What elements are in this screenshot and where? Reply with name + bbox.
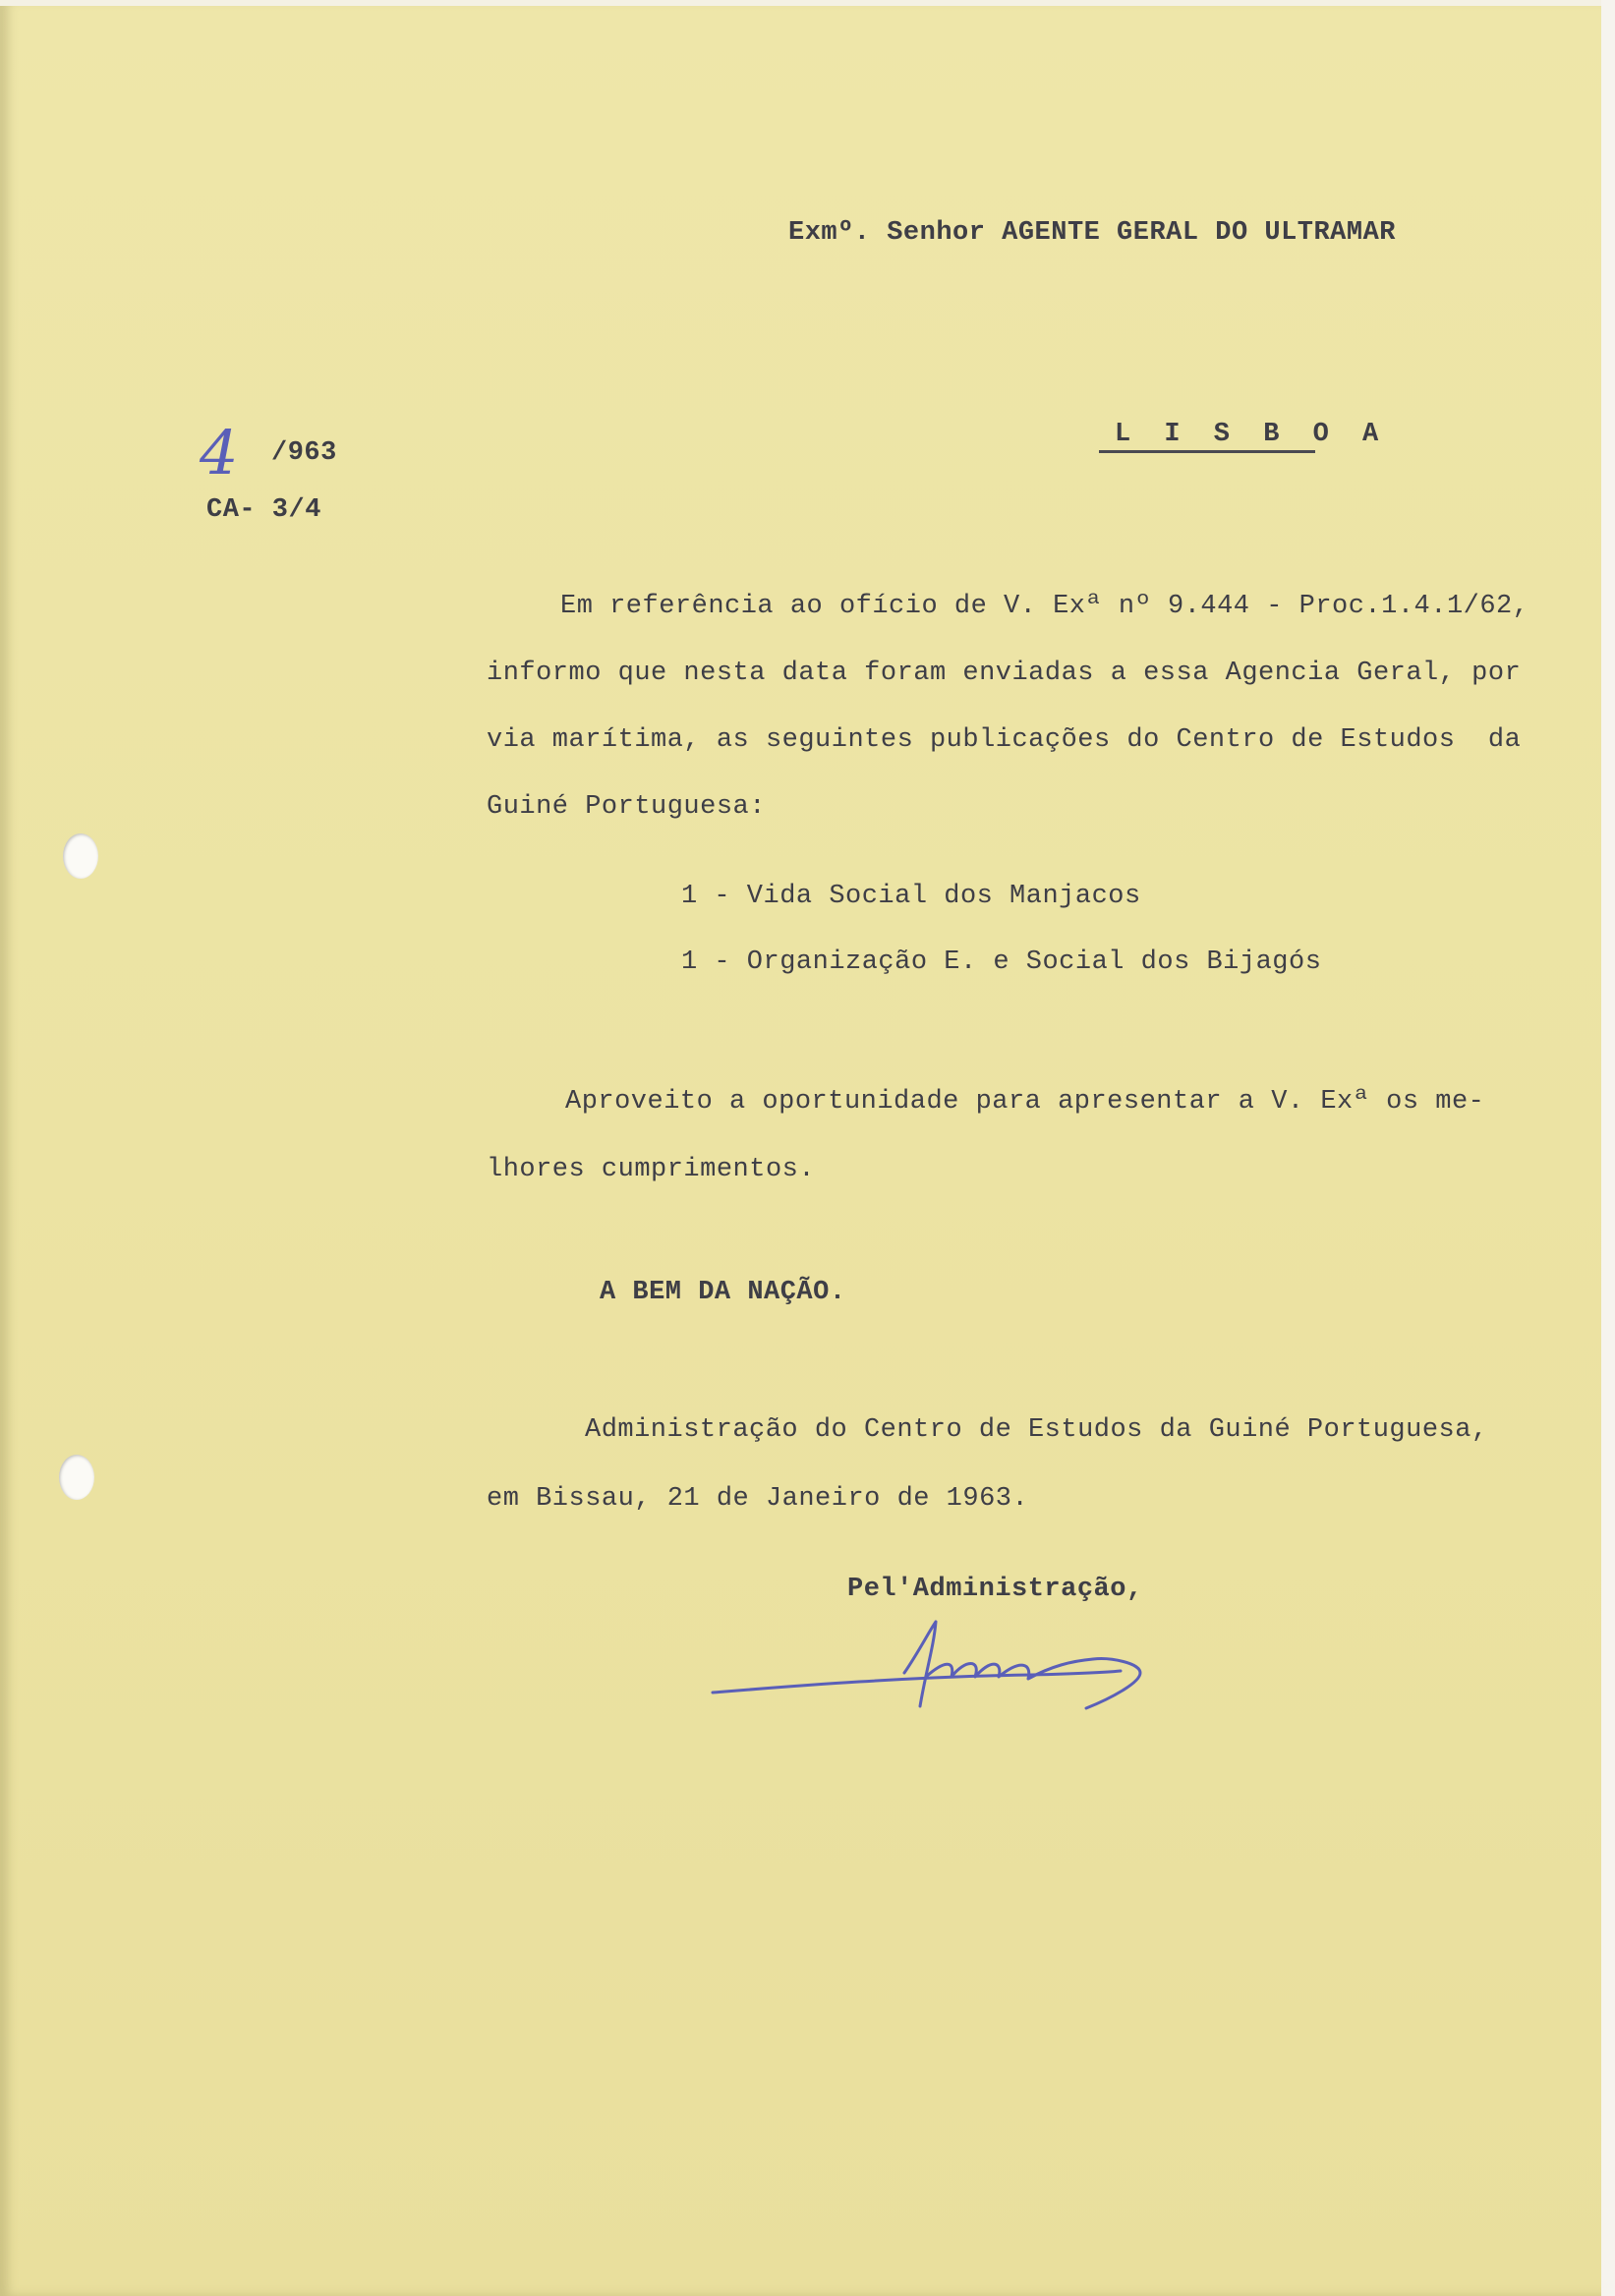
signatory-line: Pel'Administração,: [847, 1575, 1143, 1604]
paragraph-line: Aproveito a oportunidade para apresentar a V. Exª os me-: [565, 1087, 1485, 1117]
handwritten-reference-number: 4: [200, 417, 239, 488]
paragraph-line: lhores cumprimentos.: [487, 1155, 816, 1184]
handwritten-signature: [708, 1612, 1160, 1720]
city-heading: L I S B O A: [1115, 420, 1388, 449]
addressee-line: Exmº. Senhor AGENTE GERAL DO ULTRAMAR: [788, 218, 1396, 248]
paragraph-line: em Bissau, 21 de Janeiro de 1963.: [487, 1484, 1029, 1514]
city-underline: [1099, 450, 1315, 453]
reference-year: /963: [271, 438, 337, 468]
paragraph-line: Guiné Portuguesa:: [487, 792, 766, 822]
reference-code: CA- 3/4: [206, 495, 321, 525]
list-item: 1 - Vida Social dos Manjacos: [681, 882, 1141, 911]
paragraph-line: informo que nesta data foram enviadas a essa Agencia Geral, por: [487, 659, 1522, 688]
list-item: 1 - Organização E. e Social dos Bijagós: [681, 947, 1322, 977]
punch-hole: [63, 833, 98, 879]
paragraph-line: Administração do Centro de Estudos da Guiné Portuguesa,: [585, 1415, 1488, 1445]
punch-hole: [59, 1455, 94, 1500]
paper-top-edge: [0, 0, 1615, 6]
paragraph-line: via marítima, as seguintes publicações do Centro de Estudos da: [487, 725, 1522, 755]
closing-salutation: A BEM DA NAÇÃO.: [600, 1278, 846, 1307]
paragraph-line: Em referência ao ofício de V. Exª nº 9.444 - Proc.1.4.1/62,: [560, 592, 1529, 621]
paper-right-edge: [1601, 0, 1615, 2296]
